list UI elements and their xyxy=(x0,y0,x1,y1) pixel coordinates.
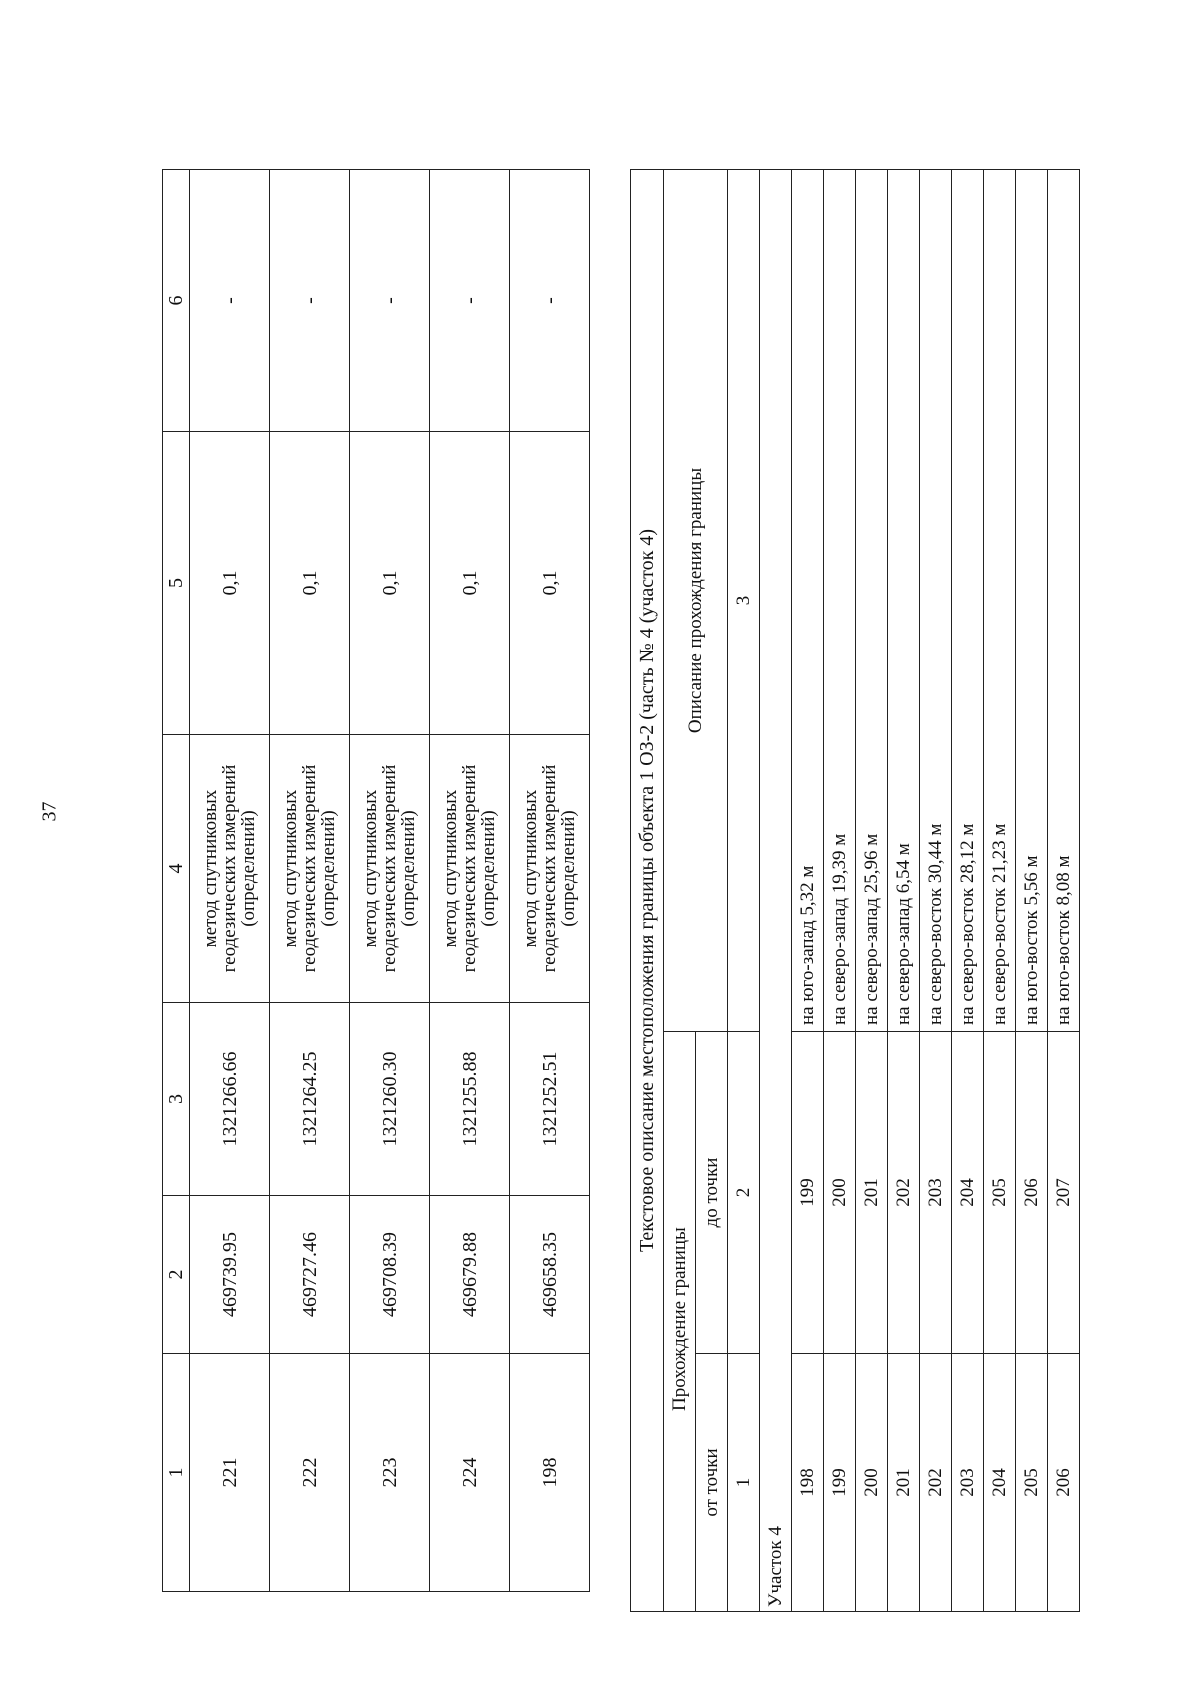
from-point: 206 xyxy=(1048,1354,1080,1612)
point-number: 224 xyxy=(430,1354,510,1592)
from-point: 198 xyxy=(792,1354,824,1612)
note-value: - xyxy=(270,170,350,432)
accuracy-value: 0,1 xyxy=(350,432,430,735)
point-number: 221 xyxy=(190,1354,270,1592)
table-row xyxy=(1048,170,1080,1612)
boundary-description-table xyxy=(630,169,1080,1612)
table-row xyxy=(190,170,270,1592)
point-number: 223 xyxy=(350,1354,430,1592)
method-line: метод спутниковых xyxy=(200,789,221,948)
method-line: метод спутниковых xyxy=(360,789,381,948)
section-row xyxy=(760,170,792,1612)
table-row xyxy=(510,170,590,1592)
boundary-description: на северо-запад 6,54 м xyxy=(888,170,920,1032)
boundary-description: на северо-восток 21,23 м xyxy=(984,170,1016,1032)
table-row xyxy=(888,170,920,1612)
to-point: 204 xyxy=(952,1032,984,1354)
accuracy-value: 0,1 xyxy=(190,432,270,735)
header-to-point: до точки xyxy=(696,1032,728,1354)
column-number: 2 xyxy=(728,1032,760,1354)
column-number: 1 xyxy=(728,1354,760,1612)
table-title: Текстовое описание местоположения границы объекта 1 ОЗ-2 (часть № 4 (участок 4) xyxy=(631,170,664,1612)
boundary-description: на северо-восток 30,44 м xyxy=(920,170,952,1032)
method-line: геодезических измерений xyxy=(459,764,480,973)
from-point: 203 xyxy=(952,1354,984,1612)
coordinates-header-row xyxy=(163,170,190,1592)
method-cell xyxy=(510,735,590,1003)
column-number: 4 xyxy=(163,735,190,1003)
from-point: 201 xyxy=(888,1354,920,1612)
coordinate-x: 469727.46 xyxy=(270,1196,350,1354)
from-point: 202 xyxy=(920,1354,952,1612)
boundary-description: на северо-восток 28,12 м xyxy=(952,170,984,1032)
method-cell xyxy=(190,735,270,1003)
table-row xyxy=(856,170,888,1612)
column-number: 6 xyxy=(163,170,190,432)
note-value: - xyxy=(510,170,590,432)
column-number: 5 xyxy=(163,432,190,735)
from-point: 199 xyxy=(824,1354,856,1612)
to-point: 206 xyxy=(1016,1032,1048,1354)
method-line: метод спутниковых xyxy=(520,789,541,948)
coordinate-x: 469739.95 xyxy=(190,1196,270,1354)
method-cell xyxy=(270,735,350,1003)
point-number: 222 xyxy=(270,1354,350,1592)
boundary-description: на северо-запад 25,96 м xyxy=(856,170,888,1032)
from-point: 200 xyxy=(856,1354,888,1612)
method-line: геодезических измерений xyxy=(299,764,320,973)
method-line: геодезических измерений xyxy=(219,764,240,973)
boundary-description: на юго-восток 5,56 м xyxy=(1016,170,1048,1032)
accuracy-value: 0,1 xyxy=(270,432,350,735)
table-row xyxy=(984,170,1016,1612)
note-value: - xyxy=(190,170,270,432)
method-line: метод спутниковых xyxy=(280,789,301,948)
table-row xyxy=(1016,170,1048,1612)
column-number: 2 xyxy=(163,1196,190,1354)
method-line: метод спутниковых xyxy=(440,789,461,948)
from-point: 204 xyxy=(984,1354,1016,1612)
coordinate-y: 1321264.25 xyxy=(270,1003,350,1196)
method-line: (определений) xyxy=(238,810,259,927)
method-line: геодезических измерений xyxy=(539,764,560,973)
column-number: 1 xyxy=(163,1354,190,1592)
to-point: 199 xyxy=(792,1032,824,1354)
header-group-row xyxy=(664,170,696,1612)
accuracy-value: 0,1 xyxy=(430,432,510,735)
boundary-description: на юго-восток 8,08 м xyxy=(1048,170,1080,1032)
coordinates-table xyxy=(162,169,590,1592)
table-row xyxy=(920,170,952,1612)
method-line: (определений) xyxy=(558,810,579,927)
table-row xyxy=(350,170,430,1592)
method-line: геодезических измерений xyxy=(379,764,400,973)
column-number: 3 xyxy=(163,1003,190,1196)
table-row xyxy=(430,170,510,1592)
to-point: 202 xyxy=(888,1032,920,1354)
note-value: - xyxy=(430,170,510,432)
table-row xyxy=(792,170,824,1612)
header-from-point: от точки xyxy=(696,1354,728,1612)
coordinate-x: 469679.88 xyxy=(430,1196,510,1354)
method-line: (определений) xyxy=(398,810,419,927)
method-cell xyxy=(430,735,510,1003)
coordinate-x: 469708.39 xyxy=(350,1196,430,1354)
coordinate-y: 1321266.66 xyxy=(190,1003,270,1196)
coordinate-y: 1321255.88 xyxy=(430,1003,510,1196)
accuracy-value: 0,1 xyxy=(510,432,590,735)
method-line: (определений) xyxy=(478,810,499,927)
table-title-row xyxy=(631,170,664,1612)
point-number: 198 xyxy=(510,1354,590,1592)
boundary-description: на юго-запад 5,32 м xyxy=(792,170,824,1032)
column-numbers-row xyxy=(728,170,760,1612)
table-row xyxy=(824,170,856,1612)
section-label: Участок 4 xyxy=(760,170,792,1612)
coordinate-y: 1321260.30 xyxy=(350,1003,430,1196)
from-point: 205 xyxy=(1016,1354,1048,1612)
to-point: 207 xyxy=(1048,1032,1080,1354)
table-row xyxy=(270,170,350,1592)
method-cell xyxy=(350,735,430,1003)
to-point: 201 xyxy=(856,1032,888,1354)
table-row xyxy=(952,170,984,1612)
header-boundary-passage: Прохождение границы xyxy=(664,1032,696,1612)
page-number: 37 xyxy=(38,801,61,822)
to-point: 200 xyxy=(824,1032,856,1354)
to-point: 203 xyxy=(920,1032,952,1354)
boundary-description: на северо-запад 19,39 м xyxy=(824,170,856,1032)
coordinate-x: 469658.35 xyxy=(510,1196,590,1354)
note-value: - xyxy=(350,170,430,432)
to-point: 205 xyxy=(984,1032,1016,1354)
method-line: (определений) xyxy=(318,810,339,927)
header-description: Описание прохождения границы xyxy=(664,170,728,1032)
column-number: 3 xyxy=(728,170,760,1032)
coordinate-y: 1321252.51 xyxy=(510,1003,590,1196)
